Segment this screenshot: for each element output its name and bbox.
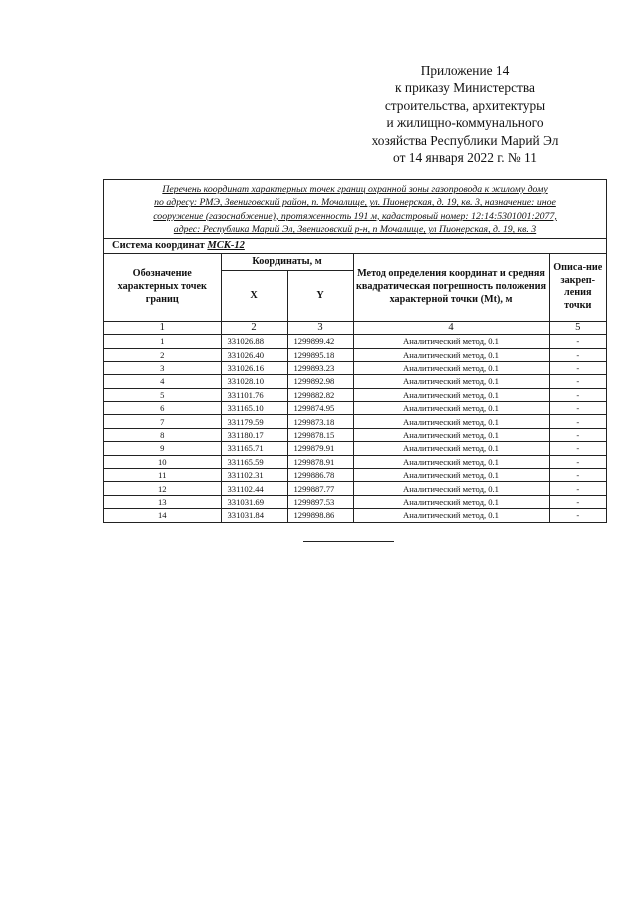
table-row <box>104 335 606 348</box>
header-line: и жилищно-коммунального <box>386 115 544 131</box>
y-coordinate: 1299898.86 <box>287 509 353 522</box>
point-number: 12 <box>104 482 221 495</box>
header-method: Метод определения координат и средняя квадратическая погрешность положения характерной точки (Mt), м <box>353 254 549 322</box>
table-row <box>104 442 606 455</box>
method-cell: Аналитический метод, 0.1 <box>353 442 549 455</box>
point-number: 9 <box>104 442 221 455</box>
column-number: 4 <box>353 322 549 335</box>
y-coordinate: 1299878.15 <box>287 428 353 441</box>
description-cell: - <box>549 415 606 428</box>
column-number: 1 <box>104 322 221 335</box>
header-designation: Обозначение характерных точек границ <box>104 254 221 322</box>
x-coordinate: 331102.31 <box>221 469 287 482</box>
title-line: по адресу: РМЭ, Звениговский район, п. Мочалище, ул. Пионерская, д. 19, кв. 3, назначение: иное <box>154 197 556 209</box>
description-cell: - <box>549 428 606 441</box>
header-line: от 14 января 2022 г. № 11 <box>393 150 537 166</box>
method-cell: Аналитический метод, 0.1 <box>353 335 549 348</box>
coordinates-table <box>104 254 606 522</box>
y-coordinate: 1299887.77 <box>287 482 353 495</box>
header-x: X <box>221 271 287 322</box>
description-cell: - <box>549 455 606 468</box>
x-coordinate: 331165.71 <box>221 442 287 455</box>
point-number: 1 <box>104 335 221 348</box>
point-number: 2 <box>104 348 221 361</box>
y-coordinate: 1299882.82 <box>287 388 353 401</box>
x-coordinate: 331031.69 <box>221 495 287 508</box>
point-number: 11 <box>104 469 221 482</box>
x-coordinate: 331031.84 <box>221 509 287 522</box>
method-cell: Аналитический метод, 0.1 <box>353 388 549 401</box>
method-cell: Аналитический метод, 0.1 <box>353 509 549 522</box>
document-title <box>104 180 606 239</box>
coordinate-system-code: МСК-12 <box>207 239 245 251</box>
header-y: Y <box>287 271 353 322</box>
table-row <box>104 415 606 428</box>
x-coordinate: 331165.59 <box>221 455 287 468</box>
point-number: 7 <box>104 415 221 428</box>
method-cell: Аналитический метод, 0.1 <box>353 348 549 361</box>
description-cell: - <box>549 509 606 522</box>
table-row <box>104 428 606 441</box>
x-coordinate: 331102.44 <box>221 482 287 495</box>
method-cell: Аналитический метод, 0.1 <box>353 455 549 468</box>
x-coordinate: 331180.17 <box>221 428 287 441</box>
x-coordinate: 331028.10 <box>221 375 287 388</box>
header-line: хозяйства Республики Марий Эл <box>371 132 559 148</box>
x-coordinate: 331026.16 <box>221 361 287 374</box>
coordinate-system <box>104 239 606 254</box>
point-number: 3 <box>104 361 221 374</box>
table-row <box>104 482 606 495</box>
point-number: 8 <box>104 428 221 441</box>
title-line: Перечень координат характерных точек границ охранной зоны газопровода к жилому дому <box>162 184 548 195</box>
column-number: 2 <box>221 322 287 335</box>
header-line: Приложение 14 <box>420 63 510 78</box>
y-coordinate: 1299895.18 <box>287 348 353 361</box>
y-coordinate: 1299874.95 <box>287 402 353 415</box>
description-cell: - <box>549 495 606 508</box>
description-cell: - <box>549 348 606 361</box>
method-cell: Аналитический метод, 0.1 <box>353 375 549 388</box>
header-coordinates: Координаты, м <box>221 254 353 271</box>
column-number: 3 <box>287 322 353 335</box>
table-row <box>104 469 606 482</box>
x-coordinate: 331101.76 <box>221 388 287 401</box>
description-cell: - <box>549 402 606 415</box>
title-line: адрес: Республика Марий Эл, Звениговский р-н, п Мочалище, ул Пионерская, д. 19, кв. 3 <box>173 224 537 236</box>
point-number: 4 <box>104 375 221 388</box>
table-row <box>104 348 606 361</box>
x-coordinate: 331165.10 <box>221 402 287 415</box>
method-cell: Аналитический метод, 0.1 <box>353 361 549 374</box>
x-coordinate: 331026.88 <box>221 335 287 348</box>
method-cell: Аналитический метод, 0.1 <box>353 428 549 441</box>
description-cell: - <box>549 469 606 482</box>
order-header <box>340 62 590 166</box>
table-row <box>104 402 606 415</box>
y-coordinate: 1299879.91 <box>287 442 353 455</box>
y-coordinate: 1299892.98 <box>287 375 353 388</box>
point-number: 13 <box>104 495 221 508</box>
coordinate-system-label: Система координат <box>112 239 205 251</box>
point-number: 14 <box>104 509 221 522</box>
description-cell: - <box>549 361 606 374</box>
table-row <box>104 495 606 508</box>
method-cell: Аналитический метод, 0.1 <box>353 495 549 508</box>
header-line: к приказу Министерства <box>395 80 535 96</box>
table-row <box>104 455 606 468</box>
y-coordinate: 1299873.18 <box>287 415 353 428</box>
table-row <box>104 509 606 522</box>
header-line: строительства, архитектуры <box>384 97 546 113</box>
description-cell: - <box>549 375 606 388</box>
description-cell: - <box>549 335 606 348</box>
coordinates-document <box>103 179 607 523</box>
column-number-row <box>104 322 606 335</box>
column-number: 5 <box>549 322 606 335</box>
table-row <box>104 375 606 388</box>
method-cell: Аналитический метод, 0.1 <box>353 469 549 482</box>
table-row <box>104 361 606 374</box>
table-row <box>104 388 606 401</box>
y-coordinate: 1299878.91 <box>287 455 353 468</box>
method-cell: Аналитический метод, 0.1 <box>353 402 549 415</box>
title-line: сооружение (газоснабжение), протяженность 191 м, кадастровый номер: 12:14:5301001:2077, <box>153 210 557 222</box>
y-coordinate: 1299886.78 <box>287 469 353 482</box>
closing-line <box>303 541 394 542</box>
y-coordinate: 1299897.53 <box>287 495 353 508</box>
description-cell: - <box>549 388 606 401</box>
point-number: 10 <box>104 455 221 468</box>
description-cell: - <box>549 482 606 495</box>
method-cell: Аналитический метод, 0.1 <box>353 415 549 428</box>
description-cell: - <box>549 442 606 455</box>
header-description: Описа-ние закреп-ления точки <box>549 254 606 322</box>
point-number: 5 <box>104 388 221 401</box>
x-coordinate: 331026.40 <box>221 348 287 361</box>
y-coordinate: 1299899.42 <box>287 335 353 348</box>
method-cell: Аналитический метод, 0.1 <box>353 482 549 495</box>
x-coordinate: 331179.59 <box>221 415 287 428</box>
point-number: 6 <box>104 402 221 415</box>
y-coordinate: 1299893.23 <box>287 361 353 374</box>
